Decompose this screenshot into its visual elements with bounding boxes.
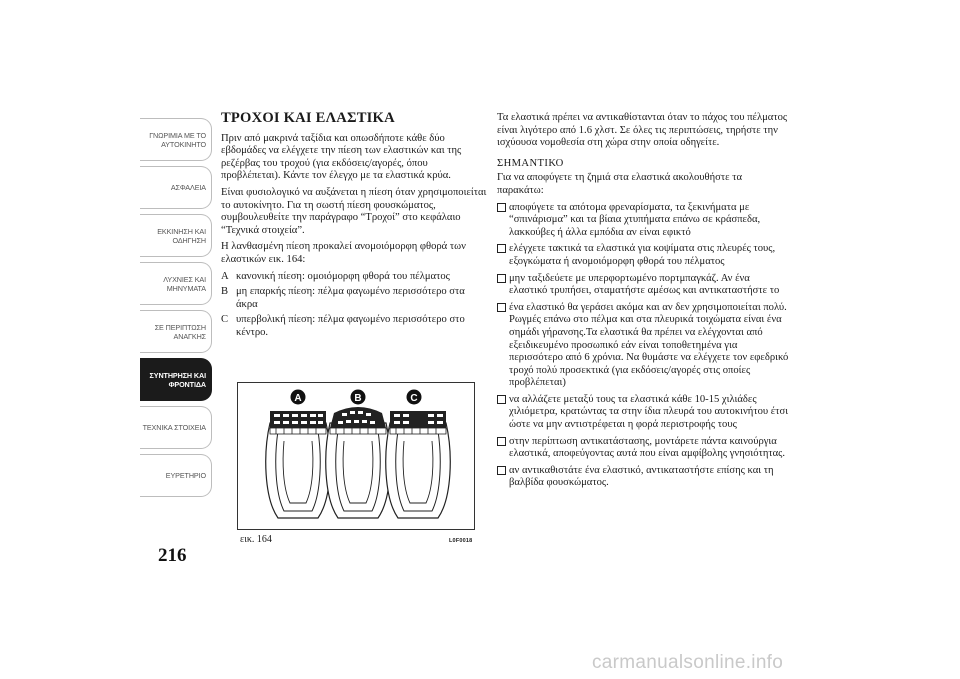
list-item: [497, 202, 789, 240]
checkbox-bullet-icon: [497, 203, 506, 212]
paragraph: Η λανθασμένη πίεση προκαλεί ανομοιόμορφη φθορά των ελαστικών εικ. 164:: [221, 241, 466, 265]
definition-text: κανονική πίεση: ομοιόμορφη φθορά του πέλματος: [236, 270, 450, 282]
label-badge-A: [291, 390, 306, 405]
label-C: C: [410, 393, 418, 404]
figure-code: L0F0018: [449, 538, 473, 544]
definition-text: υπερβολική πίεση: πέλμα φαγωμένο περισσότερο στο κέντρο.: [236, 314, 465, 338]
checkbox-bullet-icon: [497, 303, 506, 312]
list-item: [497, 394, 789, 432]
tire-B: [326, 407, 390, 518]
label-badge-B: [351, 390, 366, 405]
definition-text: μη επαρκής πίεση: πέλμα φαγωμένο περισσότερο στα άκρα: [236, 286, 465, 310]
tire-A: [266, 411, 330, 518]
pressure-definitions: [221, 271, 489, 340]
important-heading: ΣΗΜΑΝΤΙΚΟ: [497, 157, 564, 169]
list-item: [497, 465, 789, 490]
figure-caption: εικ. 164: [240, 534, 272, 545]
checkbox-bullet-icon: [497, 274, 506, 283]
list-item: [497, 243, 789, 268]
tab-getting-to-know[interactable]: [140, 118, 212, 161]
label-A: A: [294, 393, 302, 404]
paragraph: Για να αποφύγετε τη ζημιά στα ελαστικά ακολουθήστε τα παρακάτω:: [497, 172, 743, 196]
list-item-text: στην περίπτωση αντικατάστασης, μοντάρετε πάντα καινούργια ελαστικά, αποφεύγοντας αυτά που είναι αμφίβολης γνησιότητας.: [509, 435, 786, 460]
tab-label: ΕΚΚΙΝΗΣΗ ΚΑΙ ΟΔΗΓΗΣΗ: [157, 226, 206, 245]
definition-key: C: [221, 314, 229, 326]
list-item: [497, 302, 789, 390]
definition-key: A: [221, 270, 229, 282]
checkbox-bullet-icon: [497, 244, 506, 253]
tab-label: ΣΥΝΤΗΡΗΣΗ ΚΑΙ ΦΡΟΝΤΙΔΑ: [149, 370, 206, 389]
tab-technical-data[interactable]: [140, 406, 212, 449]
tab-index[interactable]: [140, 454, 212, 497]
tab-label: ΣΕ ΠΕΡΙΠΤΩΣΗ ΑΝΑΓΚΗΣ: [154, 322, 206, 341]
list-item-text: να αλλάζετε μεταξύ τους τα ελαστικά κάθε 10-15 χιλιάδες χιλιόμετρα, κρατώντας τα στην ίδια πλευρά του αυτοκινήτου έτσι ώστε να μην αντιστρέφεται η φορά περιστροφής τους: [509, 393, 789, 431]
label-B: B: [354, 393, 362, 404]
tire-wear-figure: [237, 382, 475, 530]
paragraph: Πριν από μακρινά ταξίδια και οπωσδήποτε κάθε δύο εβδομάδες να ελέγχετε την πίεση των ελαστικών και της ρεζέρβας του τροχού (για εκδόσεις/αγορές, όπου προβλέπεται). Κάντε τον έλεγχο με τα ελαστικά κρύα.: [221, 132, 462, 182]
list-item: [497, 273, 789, 298]
list-item-text: αν αντικαθιστάτε ένα ελαστικό, αντικαταστήστε επίσης και τη βαλβίδα φουσκώματος.: [509, 464, 774, 489]
tire-wear-illustration: [238, 383, 474, 529]
left-column: [221, 112, 489, 343]
list-item-text: ένα ελαστικό θα γεράσει ακόμα και αν δεν χρησιμοποιείται πολύ. Ρωγμές επάνω στο πέλμα και στα πλευρικά τοιχώματα είναι ένα σημάδι γήρανσης.Τα ελαστικά θα πρέπει να ελέγχονται από εξειδικευμένο προσωπικό εάν είναι τοποθετημένα για περισσότερο από 6 χρόνια. Να θυμάστε να ελέγχετε τον εφεδρικό τροχό πολύ προσεκτικά (για εκδόσεις/αγορές στις οποίες προβλέπεται): [509, 301, 789, 389]
tab-label: ΕΥΡΕΤΗΡΙΟ: [165, 471, 206, 480]
tab-label: ΛΥΧΝΙΕΣ ΚΑΙ ΜΗΝΥΜΑΤΑ: [163, 274, 206, 293]
definition-item: [221, 286, 489, 311]
tab-label: ΓΝΩΡΙΜΙΑ ΜΕ ΤΟ ΑΥΤΟΚΙΝΗΤΟ: [149, 130, 206, 149]
paragraph: Τα ελαστικά πρέπει να αντικαθίστανται όταν το πάχος του πέλματος είναι λιγότερο από 1.6 χλστ. Σε όλες τις περιπτώσεις, τηρήστε την ισχύουσα νομοθεσία στη χώρα στην οποία οδηγείτε.: [497, 112, 788, 149]
tab-warning-lights[interactable]: [140, 262, 212, 305]
tab-maintenance[interactable]: [140, 358, 212, 401]
label-badge-C: [407, 390, 422, 405]
list-item-text: ελέγχετε τακτικά τα ελαστικά για κοψίματα στις πλευρές τους, εξογκώματα ή ανομοιόμορφη φθορά του πέλματος: [509, 243, 776, 267]
checkbox-bullet-icon: [497, 395, 506, 404]
definition-item: [221, 314, 489, 339]
checkbox-bullet-icon: [497, 466, 506, 475]
tab-safety[interactable]: [140, 166, 212, 209]
definition-key: B: [221, 286, 229, 298]
tab-starting-driving[interactable]: [140, 214, 212, 257]
tab-label: ΤΕΧΝΙΚΑ ΣΤΟΙΧΕΙΑ: [142, 423, 206, 432]
section-title: ΤΡΟΧΟΙ ΚΑΙ ΕΛΑΣΤΙΚΑ: [221, 110, 395, 126]
list-item: [497, 436, 789, 461]
list-item-text: αποφύγετε τα απότομα φρεναρίσματα, τα ξεκινήματα με “σπινάρισμα” και τα βίαια χτυπήματα επάνω σε κράσπεδα, λακκούβες ή άλλα εμπόδια αν είναι εφικτό: [509, 201, 761, 238]
checkbox-bullet-icon: [497, 437, 506, 446]
list-item-text: μην ταξιδεύετε με υπερφορτωμένο πορτμπαγκάζ. Αν ένα ελαστικό τρυπήσει, σταματήστε αμέσως και αντικαταστήστε το: [509, 272, 780, 297]
tab-label: ΑΣΦΑΛΕΙΑ: [170, 183, 206, 192]
tire-C: [386, 411, 450, 518]
tire-care-list: [497, 202, 789, 490]
definition-item: [221, 271, 489, 284]
chapter-tabs: [140, 118, 212, 502]
right-column: [497, 112, 789, 494]
paragraph: Είναι φυσιολογικό να αυξάνεται η πίεση όταν χρησιμοποιείται το αυτοκίνητο. Για τη σωστή πίεση φουσκώματος, συμβουλευθείτε την παράγραφο “Τροχοί” στο κεφάλαιο “Τεχνικά στοιχεία”.: [221, 186, 487, 236]
page-number: 216: [158, 545, 187, 566]
tab-emergency[interactable]: [140, 310, 212, 353]
watermark: carmanualsonline.info: [592, 652, 784, 673]
